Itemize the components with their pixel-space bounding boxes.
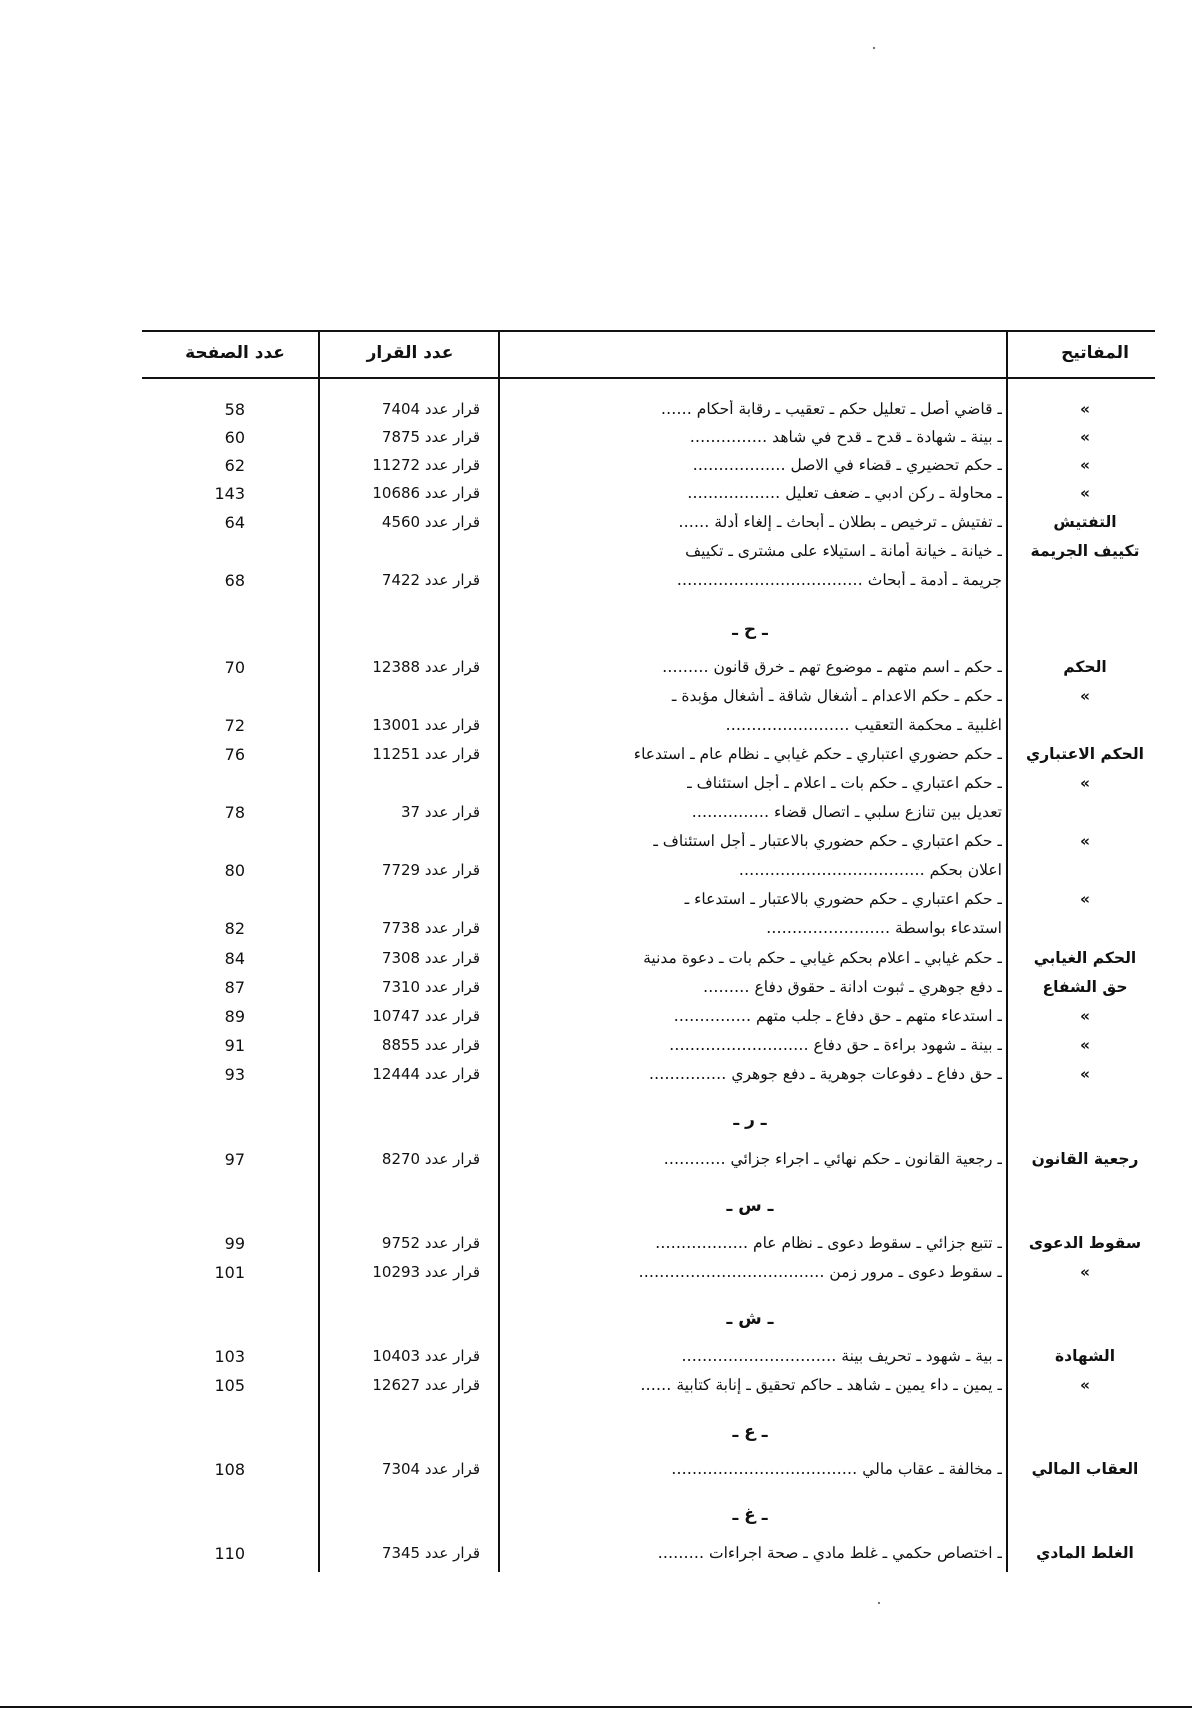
row-description: ـ حكم اعتباري ـ حكم بات ـ اعلام ـ أجل استئناف ـ <box>687 774 1002 792</box>
row-decision-number: قرار عدد 9752 <box>381 1234 480 1252</box>
column-divider-decision <box>498 332 500 1572</box>
row-decision-number: قرار عدد 12627 <box>372 1376 480 1394</box>
row-description: ـ استدعاء متهم ـ حق دفاع ـ جلب متهم …………… <box>673 1007 1002 1025</box>
row-page-number: 78 <box>224 803 245 822</box>
row-keyword: » <box>1079 400 1090 418</box>
row-decision-number: قرار عدد 10747 <box>372 1007 480 1025</box>
row-description: ـ سقوط دعوى ـ مرور زمن ……………………………… <box>638 1263 1002 1281</box>
row-page-number: 110 <box>214 1544 245 1563</box>
row-description: ـ تتبع جزائي ـ سقوط دعوى ـ نظام عام ……………… <box>655 1234 1002 1252</box>
row-description: ـ محاولة ـ ركن ادبي ـ ضعف تعليل ……………… <box>687 484 1002 502</box>
row-keyword: رجعية القانون <box>1031 1150 1139 1168</box>
row-page-number: 89 <box>224 1007 245 1026</box>
row-keyword: » <box>1079 774 1090 792</box>
row-page-number: 80 <box>224 861 245 880</box>
row-description: ـ خيانة ـ خيانة أمانة ـ استيلاء على مشترى ـ تكييف <box>685 542 1002 560</box>
row-decision-number: قرار عدد 13001 <box>372 716 480 734</box>
row-page-number: 64 <box>224 513 245 532</box>
row-page-number: 82 <box>224 919 245 938</box>
row-description: ـ بية ـ شهود ـ تحريف بينة ………………………… <box>681 1347 1002 1365</box>
section-letter: ـ س ـ <box>726 1196 774 1216</box>
scan-speck <box>878 1602 880 1604</box>
header-keywords: المفاتيح <box>1061 343 1129 363</box>
row-description: اعلان بحكم ……………………………… <box>738 861 1002 879</box>
row-description: ـ دفع جوهري ـ ثبوت ادانة ـ حقوق دفاع ……… <box>703 978 1002 996</box>
row-decision-number: قرار عدد 7422 <box>381 571 480 589</box>
row-description: ـ تفتيش ـ ترخيص ـ بطلان ـ أبحاث ـ إلغاء أدلة …… <box>678 513 1002 531</box>
row-page-number: 60 <box>224 428 245 447</box>
row-decision-number: قرار عدد 7308 <box>381 949 480 967</box>
row-description: جريمة ـ أدمة ـ أبحاث ……………………………… <box>676 571 1002 589</box>
row-keyword: » <box>1079 890 1090 908</box>
row-description: تعديل بين تنازع سلبي ـ اتصال قضاء …………… <box>691 803 1002 821</box>
section-letter: ـ غ ـ <box>732 1505 768 1525</box>
row-keyword: سقوط الدعوى <box>1028 1234 1142 1252</box>
row-keyword: » <box>1079 428 1090 446</box>
row-description: ـ حكم حضوري اعتباري ـ حكم غيابي ـ نظام عام ـ استدعاء <box>633 745 1002 763</box>
row-decision-number: قرار عدد 7304 <box>381 1460 480 1478</box>
row-keyword: الحكم <box>1063 658 1107 676</box>
row-page-number: 62 <box>224 456 245 475</box>
section-letter: ـ ع ـ <box>732 1422 768 1442</box>
row-decision-number: قرار عدد 12388 <box>372 658 480 676</box>
row-keyword: الشهادة <box>1054 1347 1116 1365</box>
row-page-number: 101 <box>214 1263 245 1282</box>
row-decision-number: قرار عدد 4560 <box>381 513 480 531</box>
row-keyword: » <box>1079 1007 1090 1025</box>
row-decision-number: قرار عدد 37 <box>401 803 480 821</box>
row-decision-number: قرار عدد 12444 <box>372 1065 480 1083</box>
row-keyword: » <box>1079 832 1090 850</box>
row-decision-number: قرار عدد 8270 <box>381 1150 480 1168</box>
row-decision-number: قرار عدد 11251 <box>372 745 480 763</box>
row-decision-number: قرار عدد 7738 <box>381 919 480 937</box>
row-keyword: » <box>1079 1036 1090 1054</box>
row-keyword: » <box>1079 1376 1090 1394</box>
row-description: ـ رجعية القانون ـ حكم نهائي ـ اجراء جزائي ………… <box>663 1150 1002 1168</box>
header-bottom-rule <box>142 377 1155 379</box>
row-description: ـ حكم اعتباري ـ حكم حضوري بالاعتبار ـ أجل استئناف ـ <box>653 832 1002 850</box>
row-description: ـ اختصاص حكمي ـ غلط مادي ـ صحة اجراءات ……… <box>657 1544 1002 1562</box>
row-keyword: » <box>1079 456 1090 474</box>
row-page-number: 72 <box>224 716 245 735</box>
header-top-rule <box>142 330 1155 332</box>
row-page-number: 70 <box>224 658 245 677</box>
row-description: اغلبية ـ محكمة التعقيب …………………… <box>725 716 1002 734</box>
row-description: ـ حكم ـ حكم الاعدام ـ أشغال شاقة ـ أشغال مؤبدة ـ <box>671 687 1002 705</box>
row-page-number: 93 <box>224 1065 245 1084</box>
row-page-number: 58 <box>224 400 245 419</box>
row-decision-number: قرار عدد 10686 <box>372 484 480 502</box>
section-letter: ـ ر ـ <box>733 1110 767 1130</box>
row-decision-number: قرار عدد 11272 <box>372 456 480 474</box>
row-description: ـ بينة ـ شهود براءة ـ حق دفاع ……………………… <box>669 1036 1002 1054</box>
row-page-number: 143 <box>214 484 245 503</box>
row-keyword: تكييف الجريمة <box>1030 542 1140 560</box>
row-page-number: 97 <box>224 1150 245 1169</box>
row-description: ـ حكم تحضيري ـ قضاء في الاصل ……………… <box>692 456 1002 474</box>
row-page-number: 103 <box>214 1347 245 1366</box>
scan-speck <box>873 47 875 49</box>
row-keyword: العقاب المالي <box>1031 1460 1139 1478</box>
row-description: ـ بينة ـ شهادة ـ قدح ـ قدح في شاهد …………… <box>689 428 1002 446</box>
row-keyword: الغلط المادي <box>1036 1544 1134 1562</box>
row-description: ـ قاضي أصل ـ تعليل حكم ـ تعقيب ـ رقابة أحكام …… <box>660 400 1002 418</box>
row-page-number: 68 <box>224 571 245 590</box>
row-page-number: 87 <box>224 978 245 997</box>
header-decision-number: عدد القرار <box>366 343 454 363</box>
row-page-number: 105 <box>214 1376 245 1395</box>
row-decision-number: قرار عدد 7404 <box>381 400 480 418</box>
row-decision-number: قرار عدد 7729 <box>381 861 480 879</box>
row-page-number: 99 <box>224 1234 245 1253</box>
row-keyword: الحكم الغيابي <box>1033 949 1137 967</box>
row-keyword: » <box>1079 687 1090 705</box>
row-description: ـ مخالفة ـ عقاب مالي ……………………………… <box>671 1460 1002 1478</box>
row-decision-number: قرار عدد 7310 <box>381 978 480 996</box>
page-bottom-rule <box>0 1706 1192 1708</box>
row-page-number: 91 <box>224 1036 245 1055</box>
row-description: استدعاء بواسطة …………………… <box>766 919 1002 937</box>
row-decision-number: قرار عدد 10403 <box>372 1347 480 1365</box>
row-keyword: الحكم الاعتباري <box>1026 745 1144 763</box>
row-keyword: » <box>1079 1065 1090 1083</box>
row-keyword: » <box>1079 484 1090 502</box>
row-decision-number: قرار عدد 7345 <box>381 1544 480 1562</box>
row-keyword: حق الشفاع <box>1042 978 1128 996</box>
row-keyword: التفتيش <box>1053 513 1117 531</box>
column-divider-description <box>1006 332 1008 1572</box>
row-page-number: 108 <box>214 1460 245 1479</box>
row-decision-number: قرار عدد 8855 <box>381 1036 480 1054</box>
row-description: ـ يمين ـ داء يمين ـ شاهد ـ حاكم تحقيق ـ إنابة كتابية …… <box>640 1376 1002 1394</box>
section-letter: ـ ش ـ <box>726 1309 774 1329</box>
row-description: ـ حكم ـ اسم متهم ـ موضوع تهم ـ خرق قانون ……… <box>662 658 1002 676</box>
row-decision-number: قرار عدد 10293 <box>372 1263 480 1281</box>
section-letter: ـ ح ـ <box>732 620 768 640</box>
row-description: ـ حكم غيابي ـ اعلام بحكم غيابي ـ حكم بات ـ دعوة مدنية <box>643 949 1002 967</box>
row-page-number: 84 <box>224 949 245 968</box>
header-page-number: عدد الصفحة <box>185 343 285 363</box>
column-divider-page <box>318 332 320 1572</box>
row-page-number: 76 <box>224 745 245 764</box>
row-description: ـ حق دفاع ـ دفوعات جوهرية ـ دفع جوهري …………… <box>648 1065 1002 1083</box>
row-keyword: » <box>1079 1263 1090 1281</box>
row-description: ـ حكم اعتباري ـ حكم حضوري بالاعتبار ـ استدعاء ـ <box>684 890 1002 908</box>
row-decision-number: قرار عدد 7875 <box>381 428 480 446</box>
